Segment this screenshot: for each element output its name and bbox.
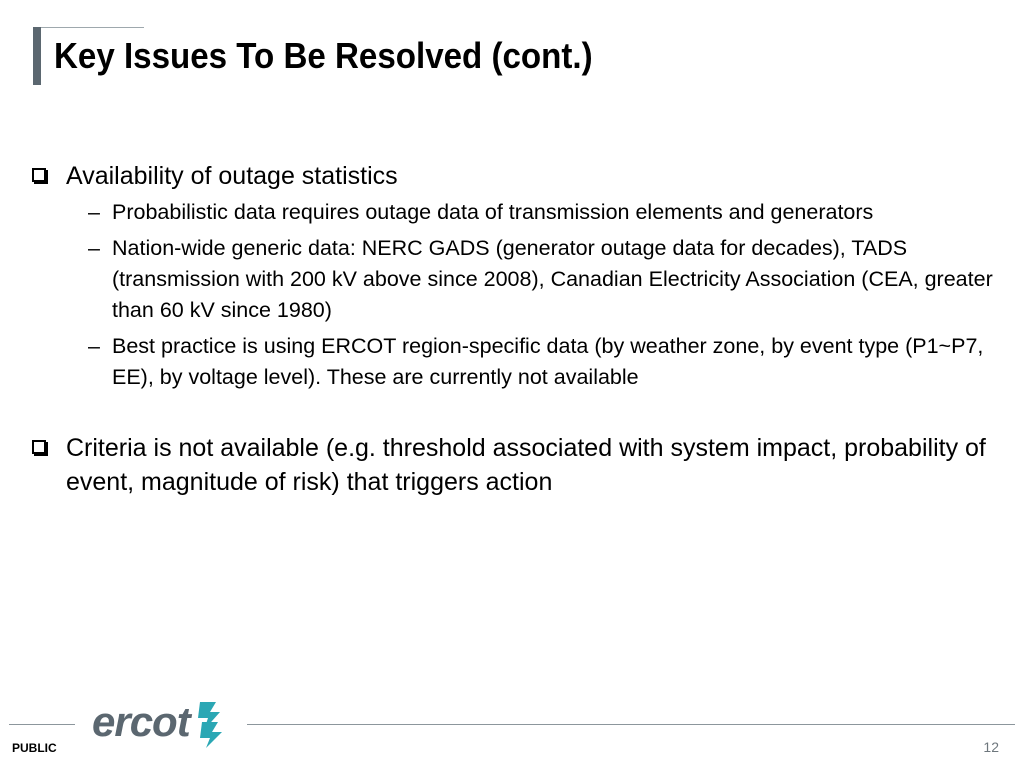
sub-bullet-text: Nation-wide generic data: NERC GADS (generator outage data for decades), TADS (transmission with 200 kV above since 2008), Canadian Electricity Association (CEA, greater than 60 kV since 1980) xyxy=(112,236,993,322)
bullet-text: Availability of outage statistics xyxy=(66,162,398,190)
footer-rule-right xyxy=(247,724,1015,725)
footer-rule-left xyxy=(9,724,75,725)
dash-bullet-icon: – xyxy=(88,236,100,260)
checkbox-bullet-icon xyxy=(32,440,46,454)
bullet-outage-statistics xyxy=(30,159,1005,393)
page-number: 12 xyxy=(983,739,999,755)
title-top-rule xyxy=(33,27,144,28)
bullet-text: Criteria is not available (e.g. threshold associated with system impact, probability of event, magnitude of risk) that triggers action xyxy=(66,434,986,496)
lightning-bolt-icon xyxy=(190,700,224,750)
sub-bullet-text: Probabilistic data requires outage data of transmission elements and generators xyxy=(112,200,874,224)
sub-bullet-item xyxy=(66,233,1005,326)
dash-bullet-icon: – xyxy=(88,334,100,358)
sub-bullet-text: Best practice is using ERCOT region-specific data (by weather zone, by event type (P1~P7, EE), by voltage level). These are currently not available xyxy=(112,334,984,389)
checkbox-bullet-icon xyxy=(32,168,46,182)
bullet-criteria xyxy=(30,431,1005,499)
sub-bullet-list xyxy=(66,197,1005,393)
title-accent-bar xyxy=(33,27,41,85)
logo-wordmark: ercot xyxy=(92,698,190,745)
sub-bullet-item xyxy=(66,197,1005,228)
dash-bullet-icon: – xyxy=(88,200,100,224)
slide-content xyxy=(30,159,1005,499)
slide-title: Key Issues To Be Resolved (cont.) xyxy=(54,35,593,76)
classification-label: PUBLIC xyxy=(12,741,57,755)
sub-bullet-item xyxy=(66,331,1005,393)
